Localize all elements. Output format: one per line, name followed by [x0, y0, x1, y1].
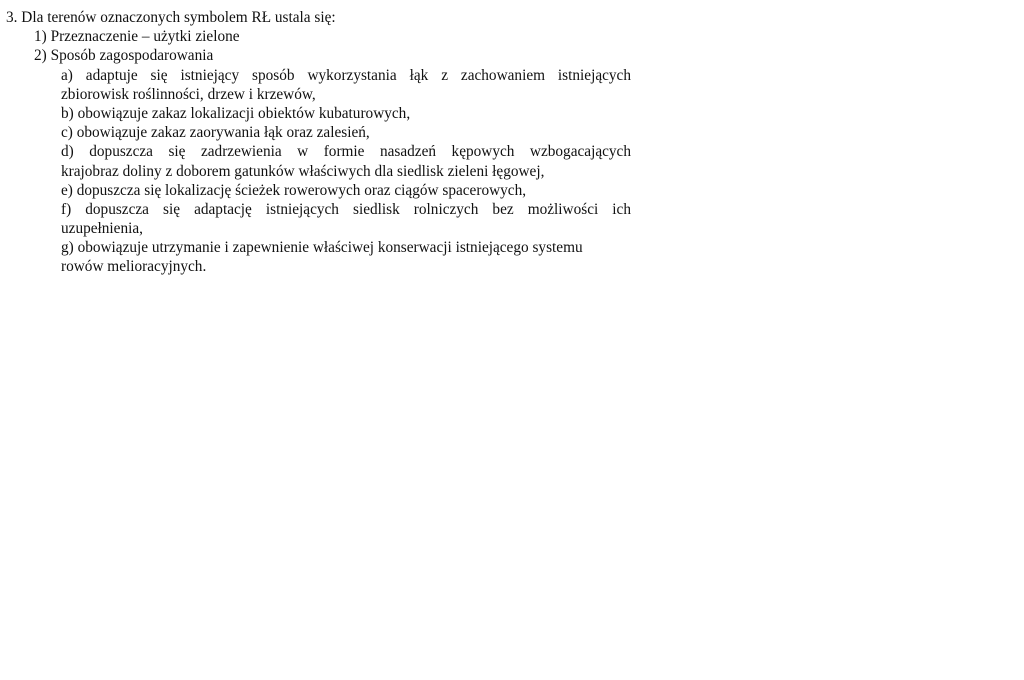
section-heading: 3. Dla terenów oznaczonych symbolem RŁ ustala się: [6, 9, 336, 26]
list-item-development: 2) Sposób zagospodarowania [34, 47, 214, 65]
sublist-item-g-line1: g) obowiązuje utrzymanie i zapewnienie właściwej konserwacji istniejącego systemu [61, 239, 583, 257]
document-body [6, 8, 636, 277]
sublist-item-e: e) dopuszcza się lokalizację ścieżek rowerowych oraz ciągów spacerowych, [61, 181, 527, 199]
sublist-item-a-line2: zbiorowisk roślinności, drzew i krzewów, [61, 85, 316, 103]
sublist-item-d-line1: d) dopuszcza się zadrzewienia w formie nasadzeń kępowych wzbogacających [61, 143, 631, 161]
sublist-item-g-line2: rowów melioracyjnych. [61, 258, 207, 276]
sublist-item-c: c) obowiązuje zakaz zaorywania łąk oraz zalesień, [61, 124, 370, 142]
sublist-item-b: b) obowiązuje zakaz lokalizacji obiektów kubaturowych, [61, 104, 411, 122]
list-item-purpose: 1) Przeznaczenie – użytki zielone [34, 28, 240, 46]
sublist-item-f-line2: uzupełnienia, [61, 220, 143, 238]
sublist-item-f-line1: f) dopuszcza się adaptację istniejących siedlisk rolniczych bez możliwości ich [61, 200, 631, 218]
sublist-item-a-line1: a) adaptuje się istniejący sposób wykorzystania łąk z zachowaniem istniejących [61, 66, 631, 84]
sublist-item-d-line2: krajobraz doliny z doborem gatunków właściwych dla siedlisk zieleni łęgowej, [61, 162, 545, 180]
